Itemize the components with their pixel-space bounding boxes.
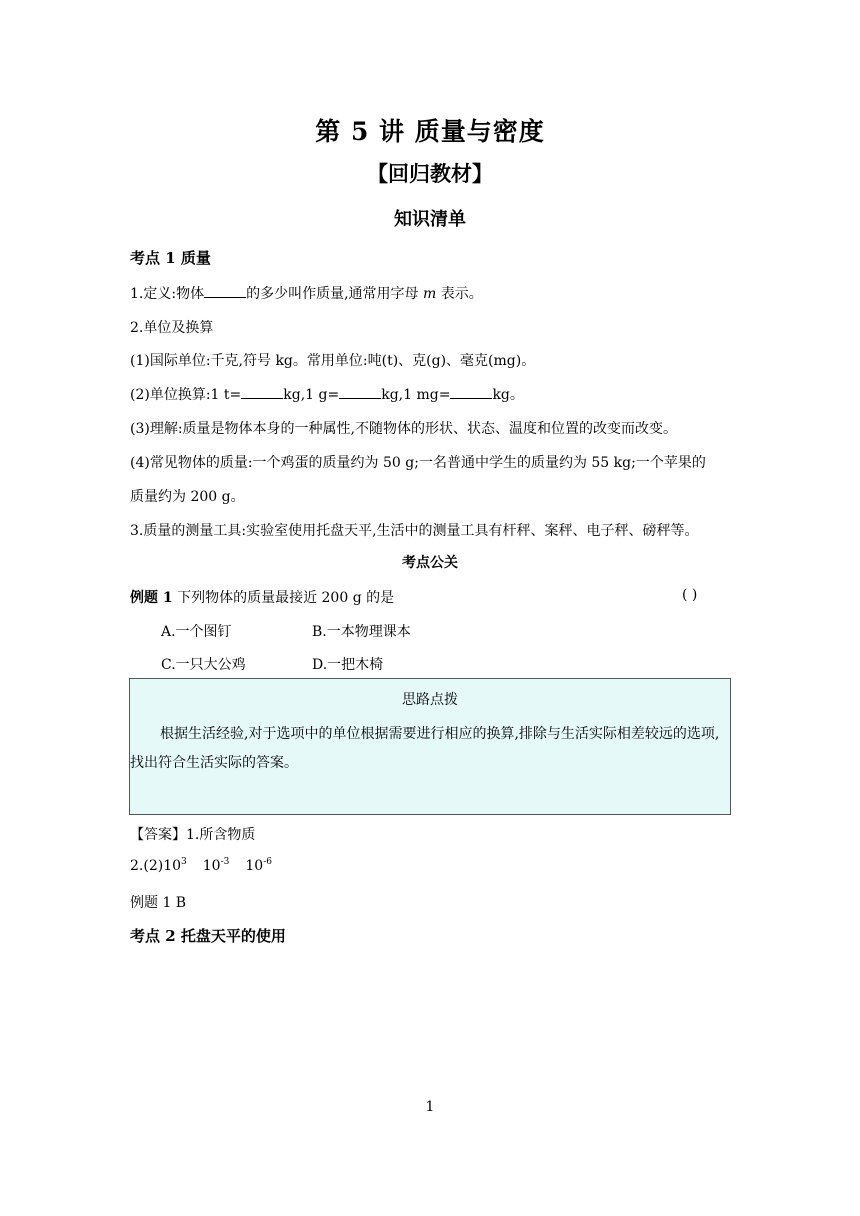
option-b: B.一本物理课本	[312, 624, 411, 640]
page-number: 1	[425, 1099, 435, 1115]
symbol-m: m	[422, 286, 437, 302]
fill-blank	[204, 285, 246, 298]
example-question: 下列物体的质量最接近 200 g 的是	[177, 590, 395, 606]
answer-paren: ( )	[682, 587, 698, 603]
answer-2-exp2: -3	[220, 857, 230, 867]
answer-2-exp3: -6	[263, 857, 272, 867]
fill-blank	[450, 386, 492, 399]
answer-line-1: 【答案】1.所含物质	[130, 827, 256, 843]
hint-title: 思路点拨	[402, 692, 458, 708]
unit-conv-b: kg,1 g=	[283, 387, 340, 403]
definition-text-1: 1.定义:物体	[130, 286, 205, 302]
option-d: D.一把木椅	[312, 657, 384, 673]
measuring-tools: 3.质量的测量工具:实验室使用托盘天平,生活中的测量工具有杆秤、案秤、电子秤、磅秤等。	[130, 523, 699, 539]
unit-item-2	[130, 384, 524, 404]
unit-item-4-line1: (4)常见物体的质量:一个鸡蛋的质量约为 50 g;一名普通中学生的质量约为 55 kg;一个苹果的	[130, 455, 706, 471]
unit-item-1: (1)国际单位:千克,符号 kg。常用单位:吨(t)、克(g)、毫克(mg)。	[130, 353, 536, 369]
example-1-question	[130, 587, 394, 607]
kp2-heading: 考点 2 托盘天平的使用	[130, 927, 286, 945]
page-title: 第 5 讲 质量与密度	[315, 117, 545, 146]
definition-line	[130, 283, 483, 303]
answer-2-base2: 10	[202, 858, 221, 874]
section-title: 知识清单	[394, 209, 466, 230]
option-a: A.一个图钉	[161, 624, 232, 640]
subtitle: 【回归教材】	[367, 161, 493, 186]
unit-item-4-line2: 质量约为 200 g。	[130, 489, 245, 505]
unit-conv-c: kg,1 mg=	[381, 387, 451, 403]
answer-line-2	[130, 858, 272, 874]
gongguan-heading: 考点公关	[402, 555, 458, 571]
fill-blank	[241, 386, 283, 399]
answer-line-3: 例题 1 B	[130, 895, 187, 911]
definition-text-2: 的多少叫作质量,通常用字母	[246, 286, 419, 302]
unit-item-3: (3)理解:质量是物体本身的一种属性,不随物体的形状、状态、温度和位置的改变而改变。	[130, 421, 677, 437]
hint-box	[129, 678, 731, 815]
example-label: 例题 1	[130, 590, 173, 606]
definition-text-3: 表示。	[440, 286, 483, 302]
hint-text: 根据生活经验,对于选项中的单位根据需要进行相应的换算,排除与生活实际相差较远的选项,找出符合生活实际的答案。	[130, 726, 720, 771]
unit-conv-d: kg。	[492, 387, 524, 403]
answer-2-exp1: 3	[181, 857, 187, 867]
kp1-heading: 考点 1 质量	[130, 249, 211, 267]
unit-conv-a: (2)单位换算:1 t=	[130, 387, 242, 403]
answer-2-prefix: 2.(2)10	[130, 858, 182, 874]
unit-title: 2.单位及换算	[130, 320, 214, 336]
option-c: C.一只大公鸡	[161, 657, 246, 673]
answer-2-base3: 10	[245, 858, 264, 874]
fill-blank	[339, 386, 381, 399]
